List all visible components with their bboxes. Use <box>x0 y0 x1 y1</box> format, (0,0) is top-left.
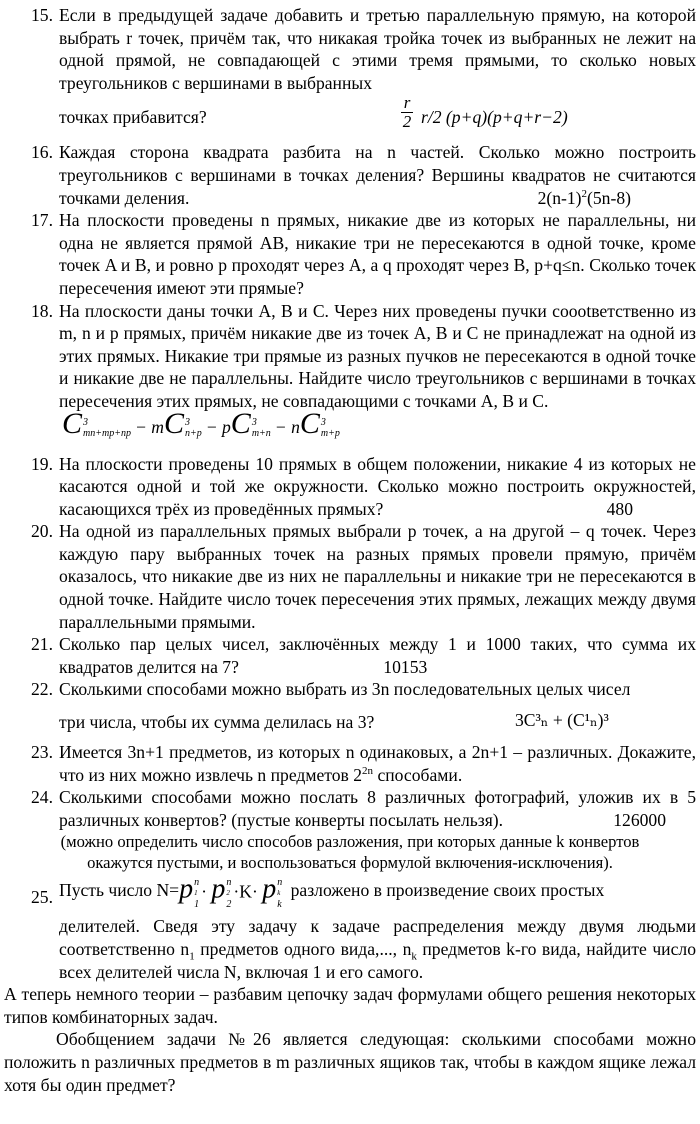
problem-answer: 10153 <box>383 656 428 677</box>
problem-text: Пусть число N= <box>59 879 180 900</box>
problem-17 <box>0 209 696 299</box>
problem-number: 20. <box>31 521 53 542</box>
problem-text: Каждая сторона квадрата разбита на n частей. Сколько можно построить треугольников с вершинами в точках деления? Вершины квадратов не считаются точками деления. <box>59 142 696 208</box>
problem-18 <box>0 300 696 413</box>
problem-25 <box>0 873 696 983</box>
problem-number: 18. <box>31 300 53 321</box>
problem-text: На плоскости даны точки A, B и C. Через них проведены пучки соootветственно из m, n и p прямых, причём никакие две из точек A, B и C не принадлежат на одной из этих прямых. Никакие три прямые из разных пучков не пересекаются в одной точке и никакие две не параллельны. Найдите число треугольников с вершинами в точках пересечения этих прямых, не совпадающими с точками A, B и C. <box>59 300 696 411</box>
problem-text-continued: точках прибавится? <box>59 107 207 128</box>
problem-number: 19. <box>31 453 53 474</box>
problem-20 <box>0 520 696 633</box>
problem-25-first-line: Пусть число N=p n 1 1 · p n 2 2 ·K· p n k k разложено в произведение своих простых <box>59 873 605 911</box>
problem-number: 16. <box>31 142 53 163</box>
problem-answer: 126000 <box>613 809 666 830</box>
problem-text-continued: делителей. Сведя эту задачу к задаче распределения между двумя людьми соответственно $n_1$ предметов одного вида,..., $n_k$ предметов k-го вида, найдите число всех делителей числа N, включая 1 и его самого. <box>59 916 696 982</box>
problem-text: На одной из параллельных прямых выбрали p точек, а на другой – q точек. Через каждую пару выбранных точек на разных прямых провели прямую, причём оказалось, что никакие две из них не параллельны и никакие три не пересекаются в одной точке. Найдите число точек пересечения этих прямых, лежащих между двумя параллельными прямыми. <box>59 521 696 632</box>
problem-text: Сколькими способами можно выбрать из 3n последовательных целых чисел <box>59 679 631 700</box>
problem-answer: r/2 (p+q)(p+q+r−2) <box>421 107 568 128</box>
answer-fraction: r 2 <box>402 93 412 132</box>
problem-text: Если в предыдущей задаче добавить и третью параллельную прямую, на которой выбрать r точек, причём так, что никакая тройка точек из выбранных не лежит на одной прямой, не совпадающей с этими тремя прямыми, то сколько новых треугольников с вершинами в выбранных <box>59 5 696 93</box>
problem-text: На плоскости проведены n прямых, никакие две из которых не параллельны, ни одна не является прямой AB, никакие три не пересекаются в одной точке, кроме точек A и B, и ровно p проходят через A, а q проходят через B, p+q≤n. Сколько точек пересечения имеют эти прямые? <box>59 210 696 298</box>
theory-section <box>0 983 696 1096</box>
problem-15-last-line <box>59 94 696 141</box>
problem-15 <box>0 4 696 141</box>
problem-number: 25. <box>31 887 53 908</box>
problem-23 <box>0 741 696 786</box>
problem-text: На плоскости проведены 10 прямых в общем положении, никакие 4 из которых не касаются одной и той же окружности. Сколько можно построить окружностей, касающихся трёх из проведённых прямых? <box>59 453 696 519</box>
problem-24-note: (можно определить число способов разложения, при которых данные k конвертов окажутся пустыми, и воспользоваться формулой включения-исключения). <box>60 832 640 873</box>
problem-answer: 480 <box>606 498 633 519</box>
problem-answer: $2(n-1)^2(5n-8)$ <box>537 187 631 208</box>
problem-24 <box>0 786 696 831</box>
problem-22 <box>0 678 696 741</box>
problem-19 <box>0 453 696 521</box>
problem-number: 15. <box>31 5 53 25</box>
problem-number: 24. <box>31 787 53 808</box>
problem-21 <box>0 633 696 678</box>
problem-number: 23. <box>31 742 53 763</box>
problem-16 <box>0 141 696 209</box>
problem-text: Сколько пар целых чисел, заключённых между 1 и 1000 таких, что сумма их квадратов делится на 7? <box>59 634 696 677</box>
problem-text: Имеется 3n+1 предметов, из которых n одинаковых, а 2n+1 – различных. Докажите, что из них можно извлечь n предметов $2^{2n}$ способами. <box>59 742 696 785</box>
problem-text: Сколькими способами можно послать 8 различных фотографий, уложив их в 5 различных конвертов? (пустые конверты посылать нельзя). <box>59 787 696 830</box>
problem-answer: 3C³ₙ + (C¹ₙ)³ <box>515 710 609 731</box>
problem-number: 21. <box>31 634 53 655</box>
problem-number: 22. <box>31 679 53 700</box>
problem-22-last-line <box>59 701 696 741</box>
problem-text-continued: три числа, чтобы их сумма делилась на 3? <box>59 712 375 733</box>
problem-18-formula: C 3 mn+mp+np − mC 3 n+p − pC 3 m+n − nC 3 m+p <box>62 406 340 440</box>
theory-paragraph: А теперь немного теории – разбавим цепочку задач формулами общего решения некоторых типов комбинаторных задач. <box>4 984 696 1027</box>
theory-paragraph: Обобщением задачи №26 является следующая: сколькими способами можно положить n различных предметов в m различных ящиков так, чтобы в каждом ящике лежал хотя бы один предмет? <box>4 1029 696 1095</box>
problem-number: 17. <box>31 210 53 231</box>
